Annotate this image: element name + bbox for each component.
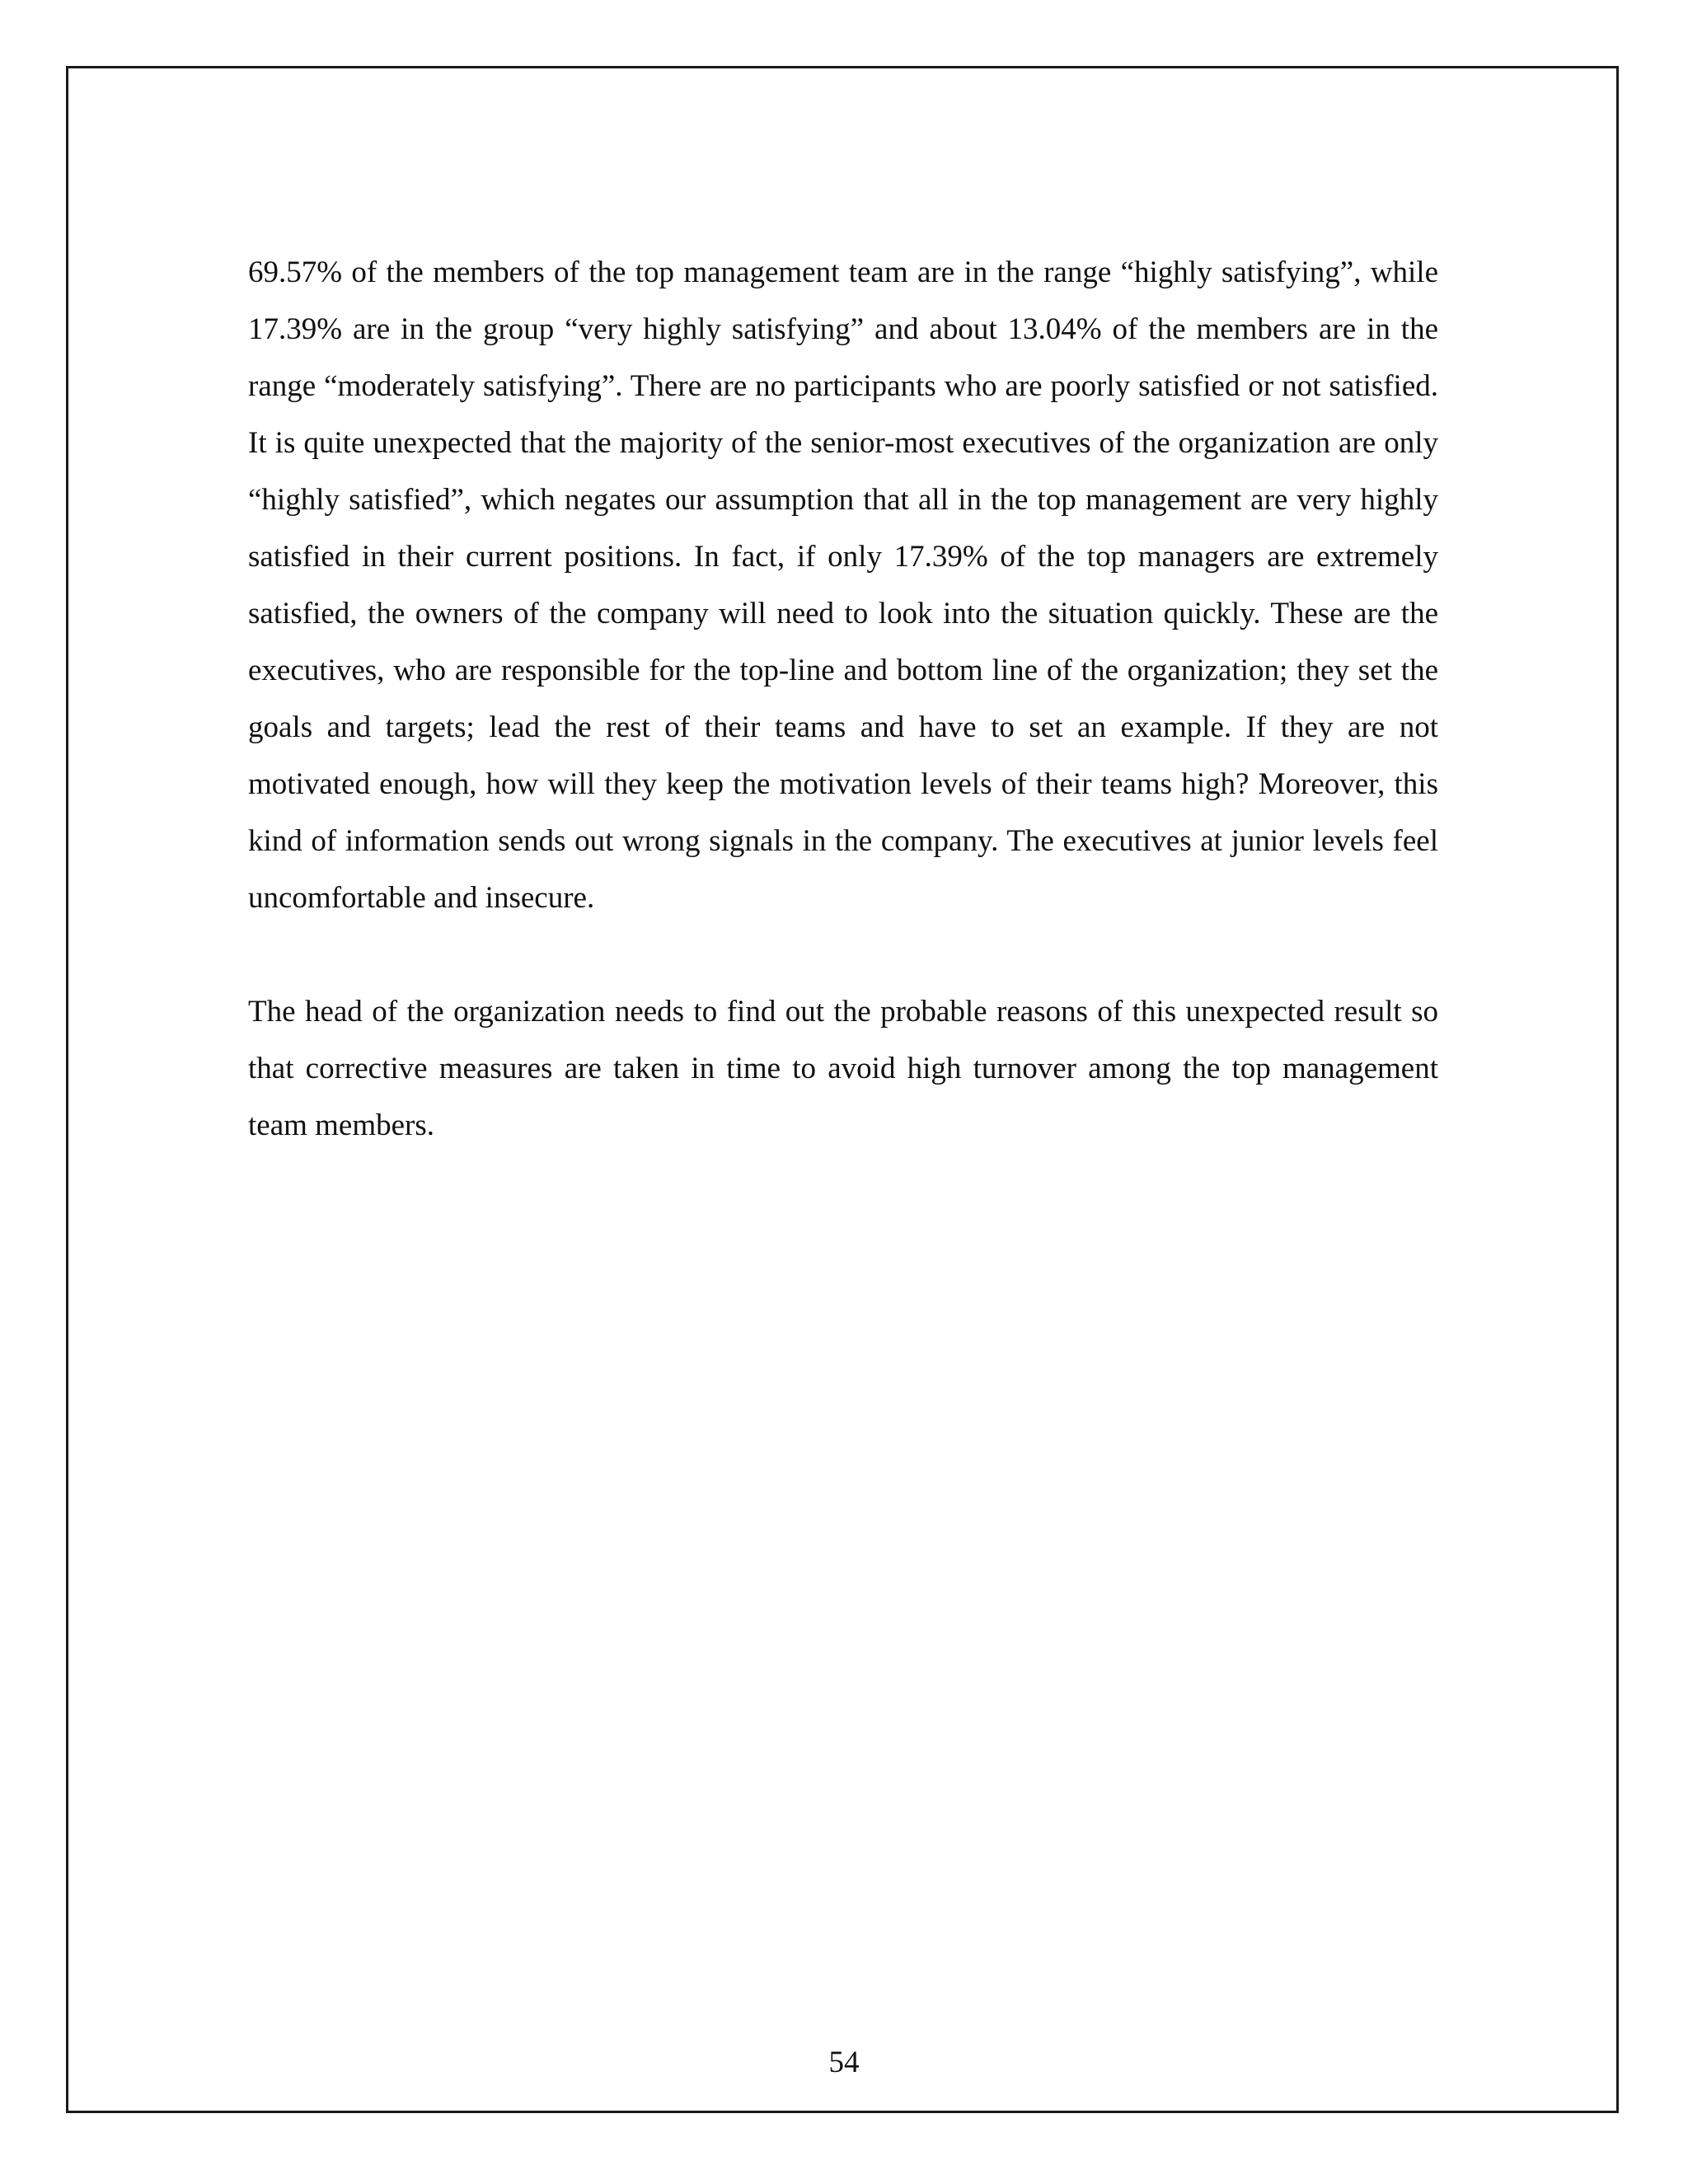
page-number: 54 [828,2046,860,2079]
paragraph-satisfaction-analysis: 69.57% of the members of the top management team are in the range “highly satisfying”, while 17.39% are in the group “very highly satisfying” and about 13.04% of the members are in the range “moderately satisfying”. There are no participants who are poorly satisfied or not satisfied. It is quite unexpected that the majority of the senior-most executives of the organization are only “highly satisfied”, which negates our assumption that all in the top management are very highly satisfied in their current positions. In fact, if only 17.39% of the top managers are extremely satisfied, the owners of the company will need to look into the situation quickly. These are the executives, who are responsible for the top-line and bottom line of the organization; they set the goals and targets; lead the rest of their teams and have to set an example. If they are not motivated enough, how will they keep the motivation levels of their teams high? Moreover, this kind of information sends out wrong signals in the company. The executives at junior levels feel uncomfortable and insecure. [248,255,1438,915]
body-text [248,244,1438,1154]
paragraph-recommendation: The head of the organization needs to find out the probable reasons of this unexpected result so that corrective measures are taken in time to avoid high turnover among the top management team members. [248,995,1438,1142]
